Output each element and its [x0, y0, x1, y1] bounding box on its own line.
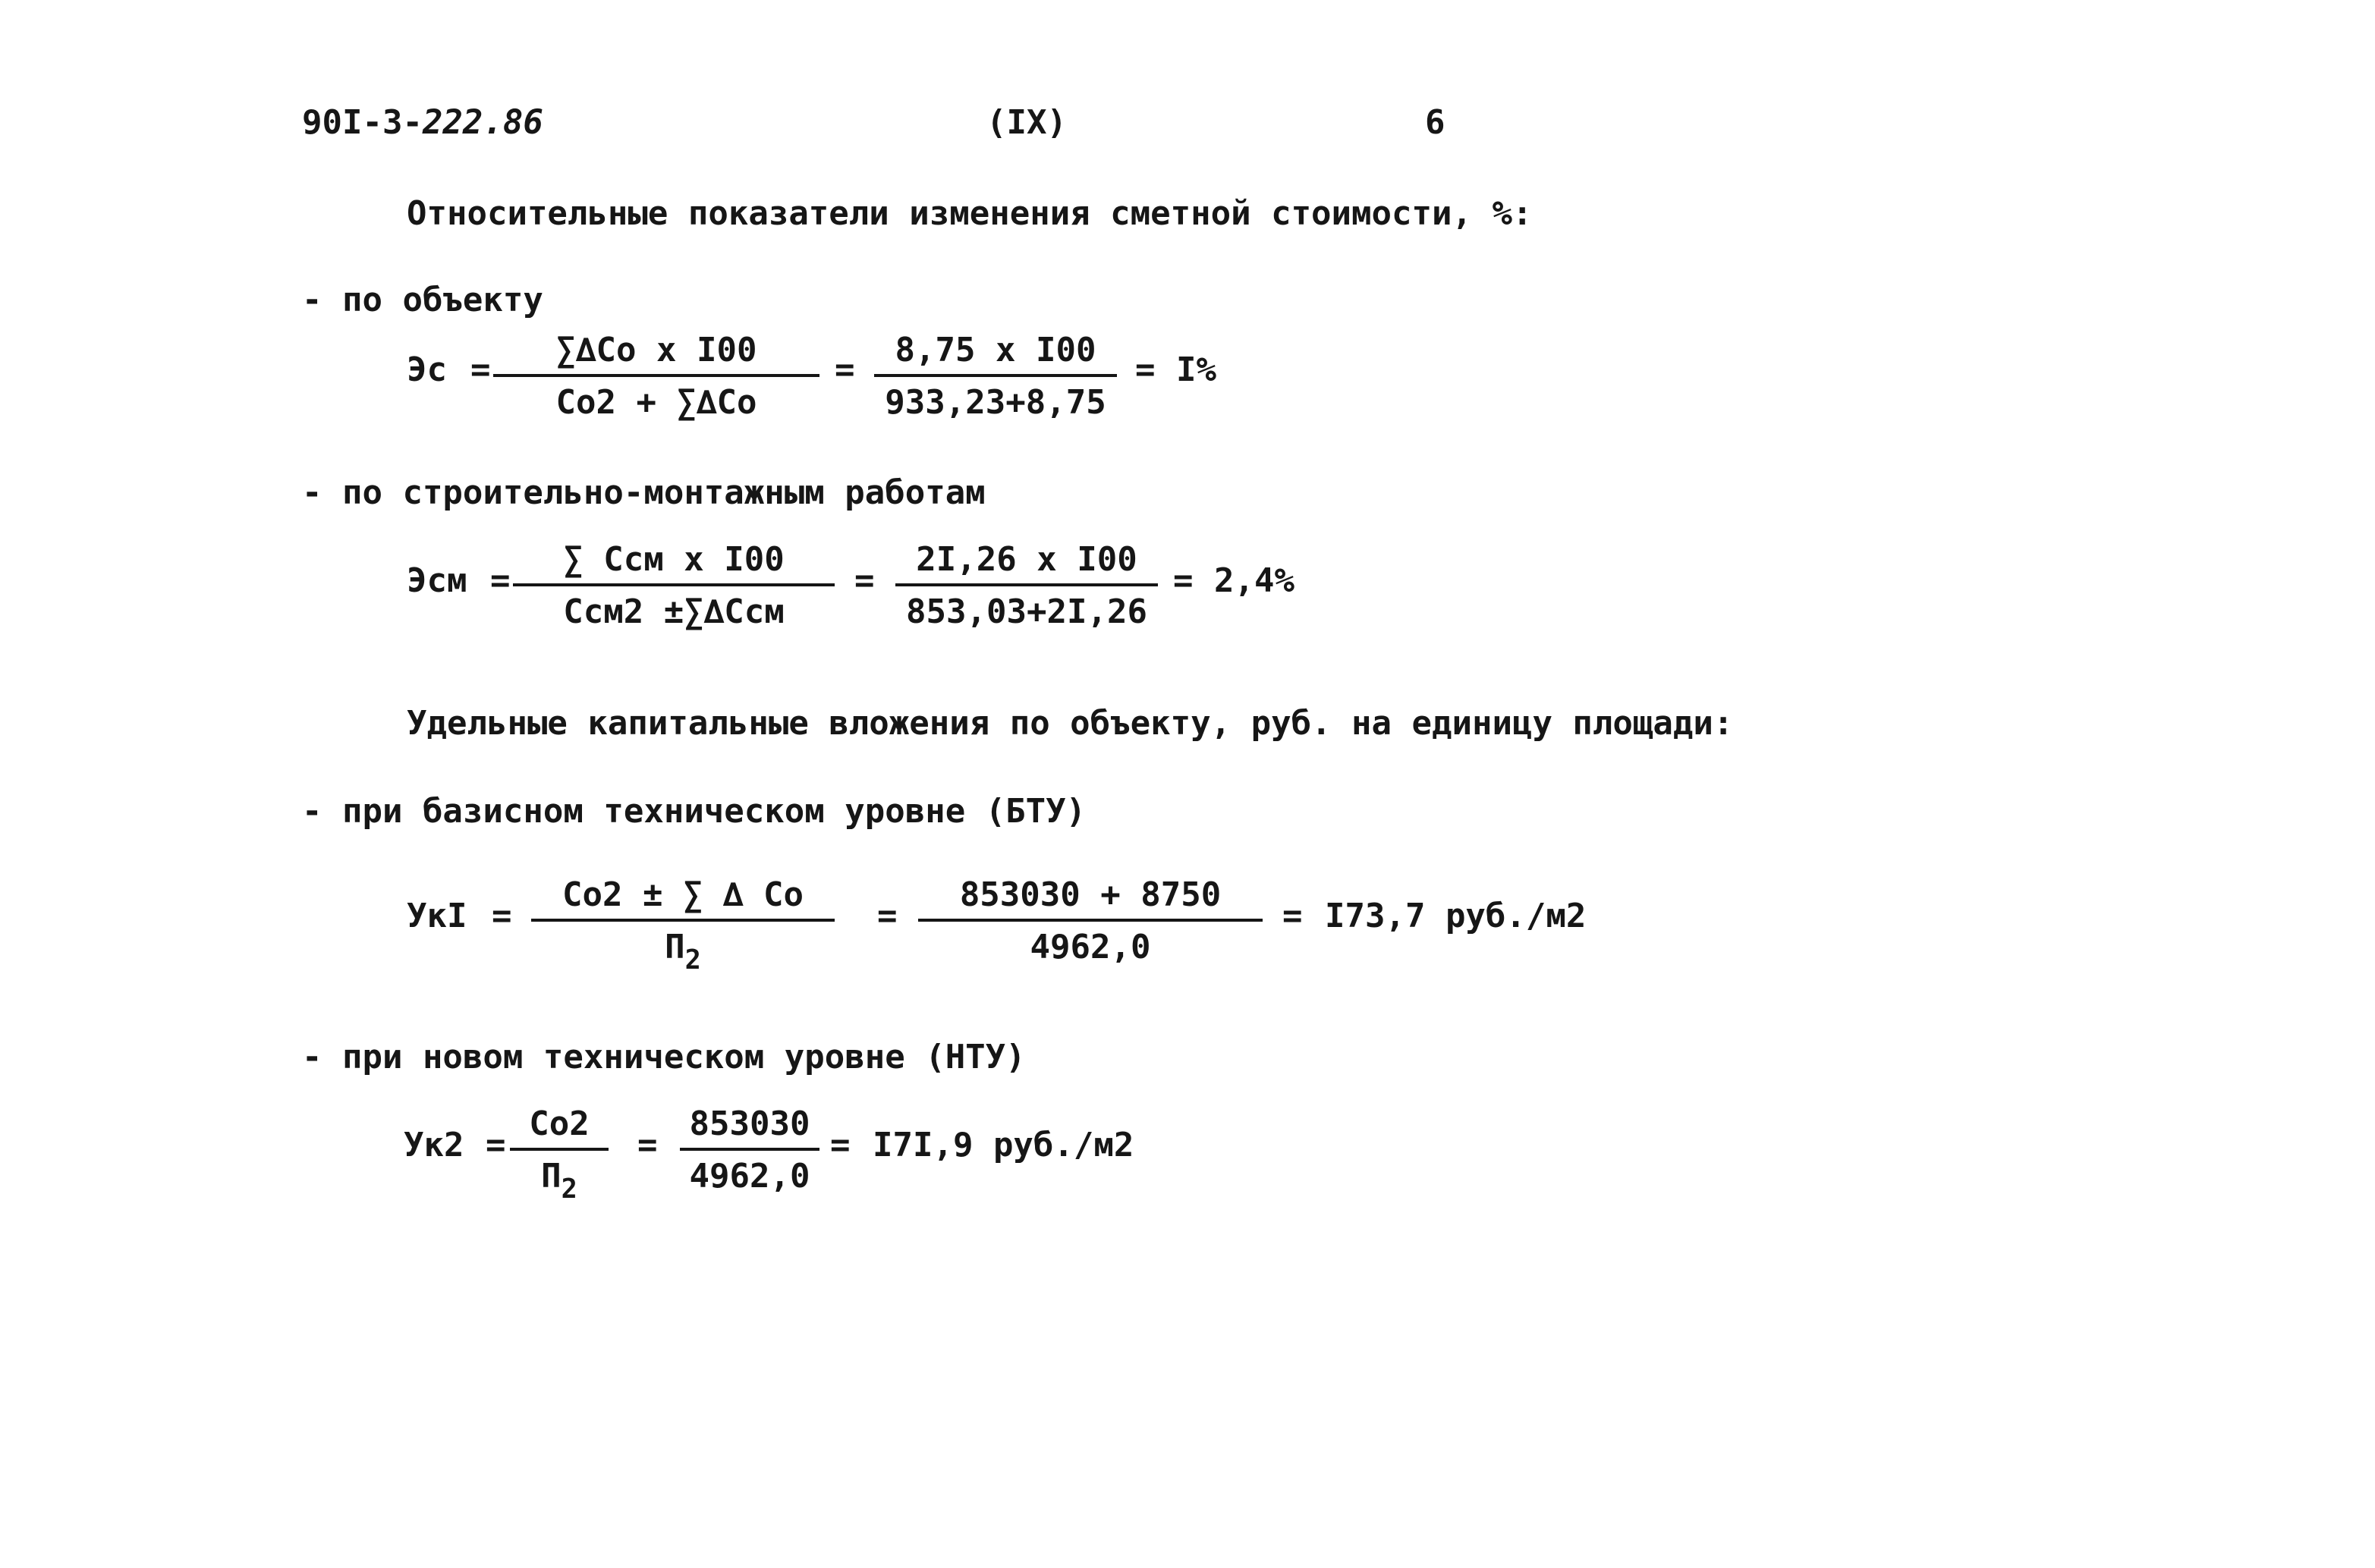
construction-fraction-1: [513, 540, 835, 631]
object-fraction-2-numerator: 8,75 х I00: [895, 331, 1096, 369]
construction-lhs: Эсм: [407, 561, 467, 600]
new-level-fraction-2-denominator: 4962,0: [689, 1157, 810, 1196]
area-symbol: П: [665, 928, 685, 966]
object-result: I%: [1176, 350, 1216, 389]
construction-fraction-1-numerator: ∑ Ccм х I00: [563, 540, 785, 579]
basic-level-fraction-1-denominator: [665, 922, 701, 976]
construction-fraction-2-numerator: 2I,26 х I00: [916, 540, 1137, 579]
object-label: - по объекту: [302, 281, 543, 319]
construction-fraction-1-denominator: Ccм2 ±∑∆Ccм: [563, 592, 785, 631]
basic-level-eq-1: =: [492, 897, 512, 935]
new-level-eq-3: =: [830, 1126, 851, 1164]
object-eq-2: =: [835, 350, 855, 389]
intro-heading: Относительные показатели изменения сметной стоимости, %:: [407, 194, 1533, 233]
object-fraction-2: [874, 331, 1117, 422]
document-code: [302, 103, 543, 142]
area-subscript: 2: [561, 1174, 577, 1205]
document-code-typed: 90I-3-: [302, 103, 423, 142]
new-level-lhs: Ук2: [404, 1126, 464, 1164]
new-level-label: - при новом техническом уровне (НТУ): [302, 1038, 1026, 1076]
basic-level-fraction-2: [918, 875, 1263, 966]
construction-eq-2: =: [854, 561, 875, 600]
basic-level-eq-3: =: [1282, 897, 1303, 935]
specific-intro: Удельные капитальные вложения по объекту, руб. на единицу площади:: [407, 704, 1734, 743]
construction-result: 2,4%: [1214, 561, 1294, 600]
object-fraction-1-numerator: ∑∆Co х I00: [555, 331, 757, 369]
new-level-fraction-1-numerator: Co2: [529, 1105, 590, 1143]
object-fraction-1: [493, 331, 819, 422]
area-subscript: 2: [684, 944, 701, 976]
new-level-fraction-1-denominator: [541, 1151, 577, 1205]
object-fraction-1-denominator: Co2 + ∑∆Co: [555, 383, 757, 422]
basic-level-label: - при базисном техническом уровне (БТУ): [302, 792, 1087, 831]
new-level-fraction-2-numerator: 853030: [689, 1105, 810, 1143]
construction-label: - по строительно-монтажным работам: [302, 473, 986, 512]
document-code-handwritten: 222.86: [422, 103, 543, 142]
object-eq-3: =: [1135, 350, 1156, 389]
basic-level-fraction-1: [531, 875, 835, 976]
area-symbol: П: [541, 1157, 562, 1196]
construction-eq-1: =: [490, 561, 511, 600]
construction-fraction-2: [895, 540, 1158, 631]
basic-level-eq-2: =: [877, 897, 898, 935]
new-level-fraction-2: [680, 1105, 819, 1196]
basic-level-fraction-2-denominator: 4962,0: [1030, 928, 1151, 966]
basic-level-result: I73,7 руб./м2: [1325, 897, 1587, 935]
object-fraction-2-denominator: 933,23+8,75: [885, 383, 1106, 422]
object-eq-1: =: [470, 350, 491, 389]
basic-level-lhs: УкI: [407, 897, 467, 935]
basic-level-fraction-2-numerator: 853030 + 8750: [959, 875, 1222, 914]
basic-level-fraction-1-numerator: Co2 ± ∑ ∆ Co: [562, 875, 804, 914]
construction-fraction-2-denominator: 853,03+2I,26: [906, 592, 1147, 631]
new-level-result: I7I,9 руб./м2: [873, 1126, 1134, 1164]
new-level-eq-2: =: [637, 1126, 658, 1164]
construction-eq-3: =: [1173, 561, 1194, 600]
new-level-eq-1: =: [486, 1126, 506, 1164]
section-number: (IX): [986, 103, 1067, 142]
object-lhs: Эс: [407, 350, 447, 389]
new-level-fraction-1: [510, 1105, 609, 1205]
page-number: 6: [1425, 103, 1445, 142]
